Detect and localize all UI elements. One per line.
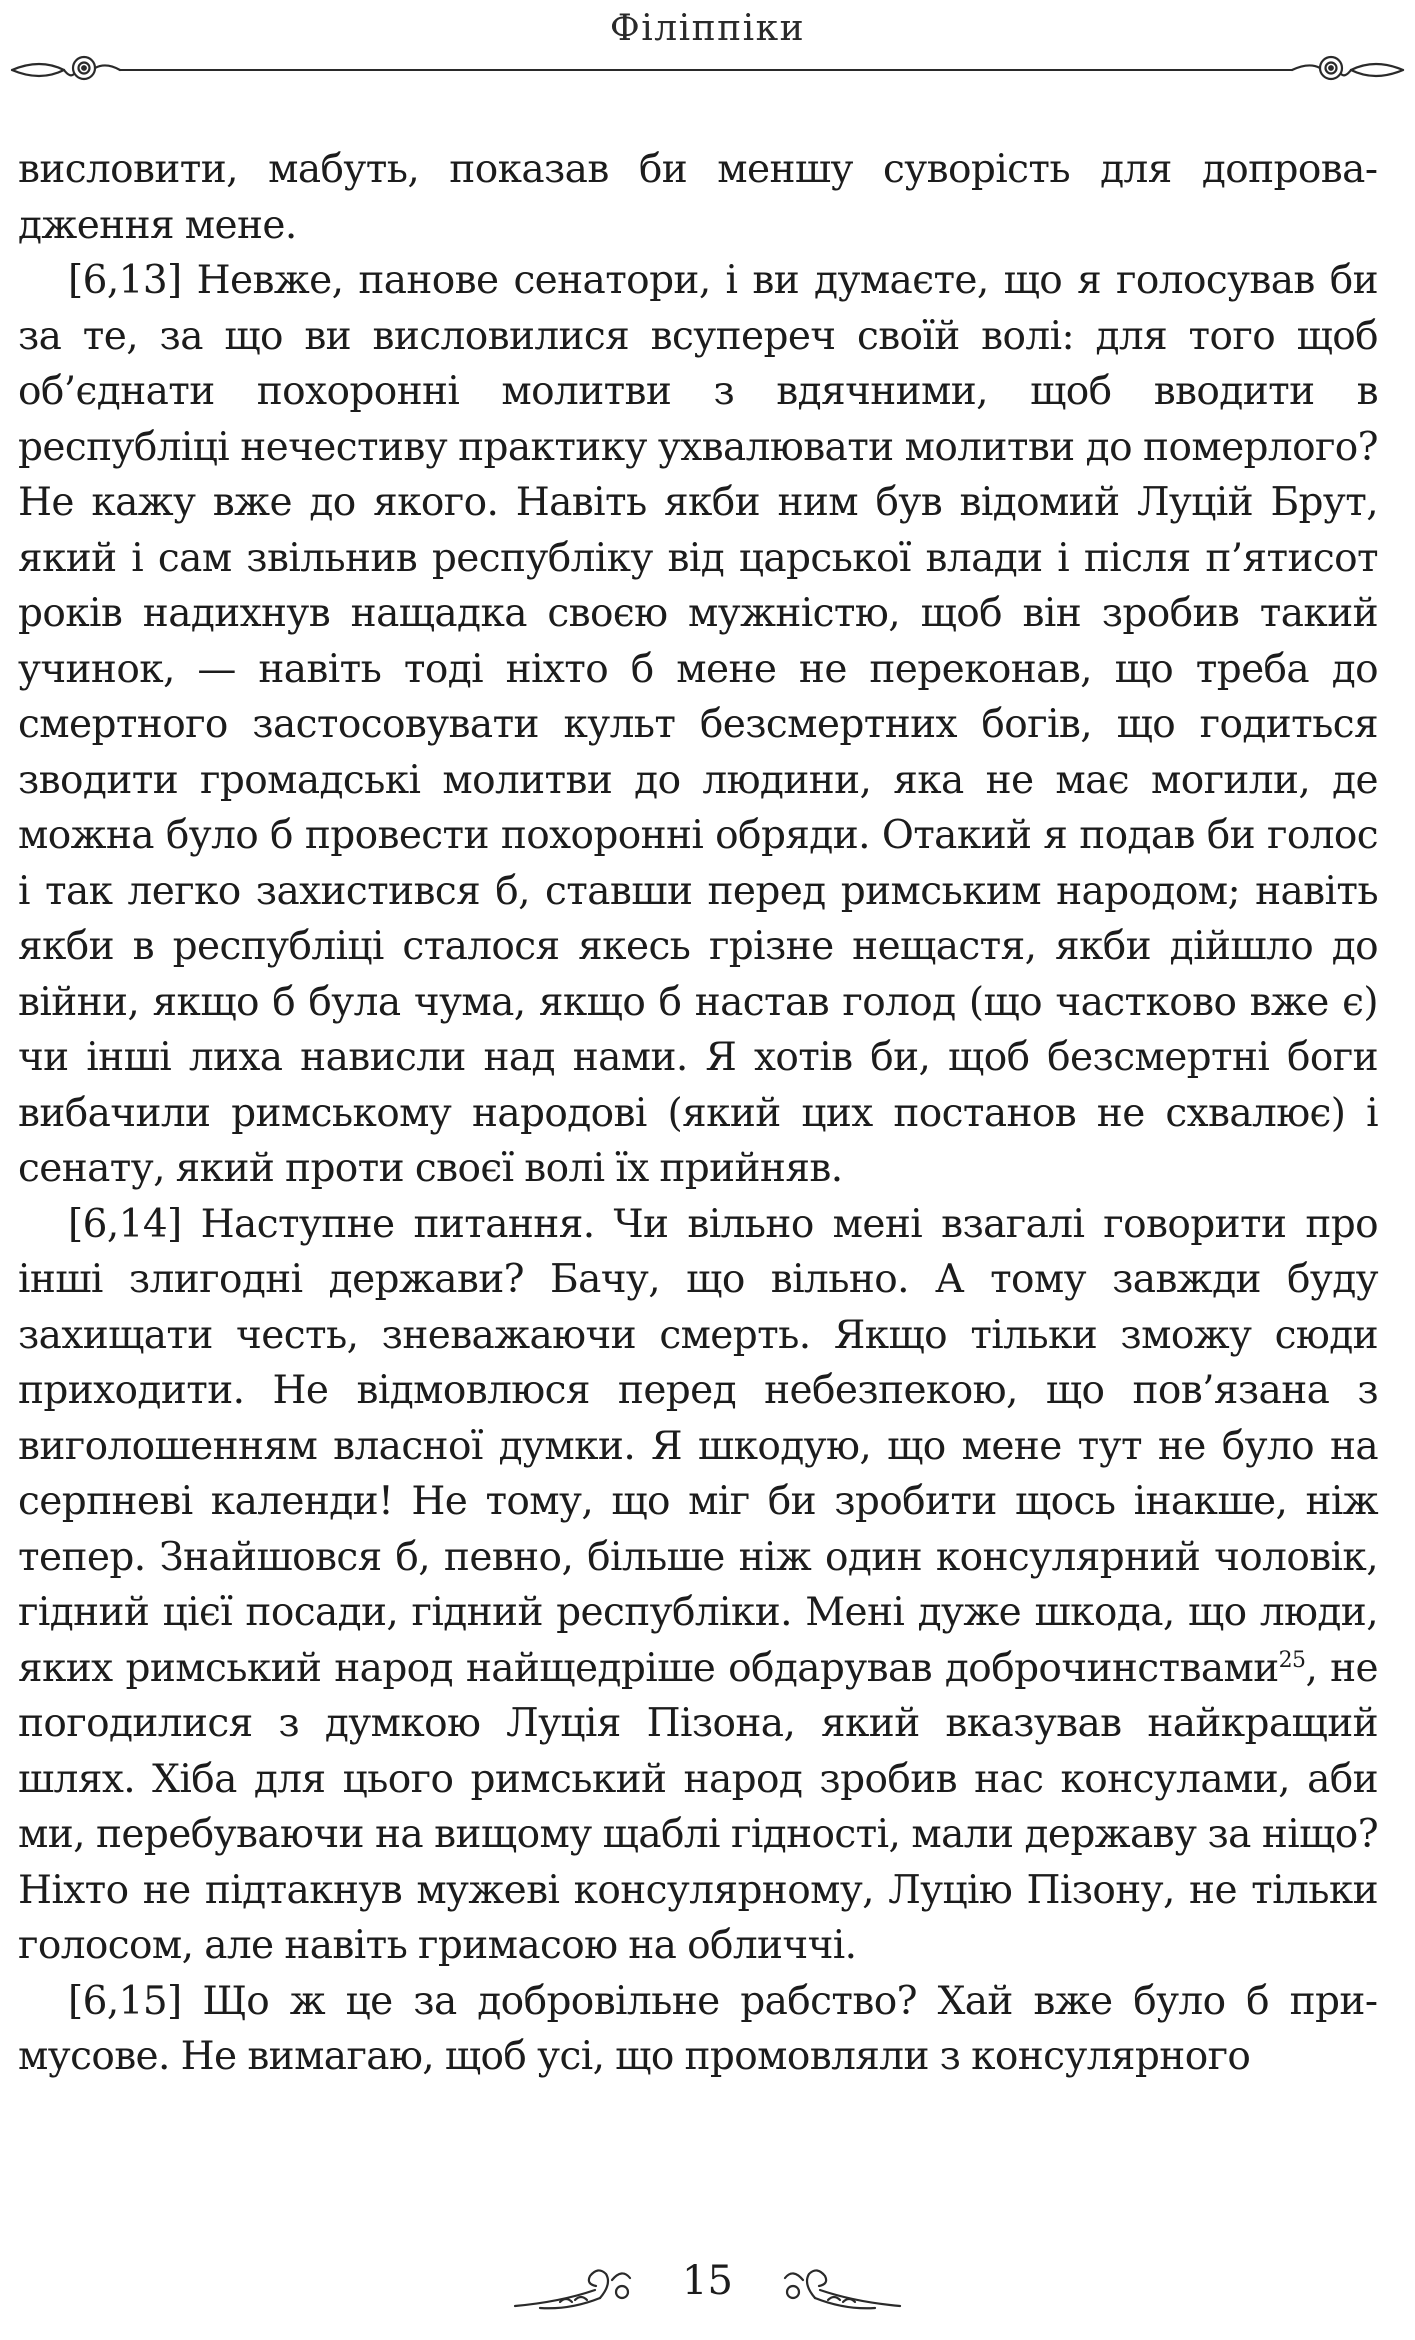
paragraph-3-text-start: [6,14] Наступне питання. Чи вільно мені взагалі говорити про інші злигодні держави? Бачу, що вільно. А тому завжди буду захищати честь, зневажаючи смерть. Якщо тільки зможу сюди приходити. Не відмовлюся перед небезпекою, що пов’язана з виголошенням власної думки. Я шкодую, що мене тут не було на серпневі календи! Не тому, що міг би зробити щось інакше, ніж тепер. Знайшовся б, певно, більше ніж один консулярний чоловік, гідний цієї посади, гідний республіки. Мені дуже шкода, що люди, яких римський народ найщедріше обдарував доброчинствами bbox=[18, 1201, 1378, 1691]
paragraph-1 bbox=[18, 142, 1378, 253]
footnote-reference[interactable]: 25 bbox=[1278, 1647, 1306, 1673]
paragraph-3 bbox=[18, 1197, 1378, 1974]
left-scroll-ornament bbox=[12, 57, 120, 79]
running-title: Філіппіки bbox=[609, 8, 806, 49]
body-text bbox=[18, 142, 1378, 2085]
paragraph-2 bbox=[18, 253, 1378, 1197]
paragraph-4 bbox=[18, 1974, 1378, 2085]
paragraph-4-text: [6,15] Що ж це за добровільне рабство? Хай вже було б примусове. Не вимагаю, щоб усі, що промовляли з консулярного bbox=[18, 1978, 1378, 2079]
page-number: 15 bbox=[682, 2258, 733, 2304]
paragraph-1-text: висловити, мабуть, показав би меншу суворість для допровадження мене. bbox=[18, 147, 1378, 248]
paragraph-3-text-end: , не погодилися з думкою Луція Пізона, який вказував найкращий шлях. Хіба для цього римський народ зробив нас консулами, аби ми, перебуваючи на вищому щаблі гідності, мали державу за ніщо? Ніхто не підтакнув мужеві консулярному, Луцію Пізону, не тільки голосом, але навіть гримасою на обличчі. bbox=[18, 1645, 1379, 1968]
paragraph-2-text: [6,13] Невже, панове сенатори, і ви думаєте, що я голосував би за те, за що ви висловилися всупереч своїй волі: для того щоб об’єднати похоронні молитви з вдячними, щоб вводити в республіці нечестиву практику ухвалювати молитви до померлого? Не кажу вже до якого. Навіть якби ним був відомий Луцій Брут, який і сам звільнив республіку від царської влади і після п’ятисот років надихнув нащадка своєю мужністю, щоб він зробив такий учинок, — навіть тоді ніхто б мене не переконав, що треба до смертного застосовувати культ безсмертних богів, що годиться зводити громадські молитви до людини, яка не має могили, де можна було б провести похоронні обряди. Отакий я подав би голос і так легко захистився б, ставши перед римським народом; навіть якби в республіці сталося якесь грізне нещастя, якби дійшло до війни, якщо б була чума, якщо б настав голод (що частково вже є) чи інші лиха нависли над нами. Я хотів би, щоб безсмертні боги вибачили римському народові (який цих постанов не схвалює) і сенату, який проти своєї волі їх прийняв. bbox=[18, 258, 1378, 1191]
right-scroll-ornament bbox=[1292, 57, 1403, 79]
header-ornamental-rule bbox=[0, 44, 1415, 96]
